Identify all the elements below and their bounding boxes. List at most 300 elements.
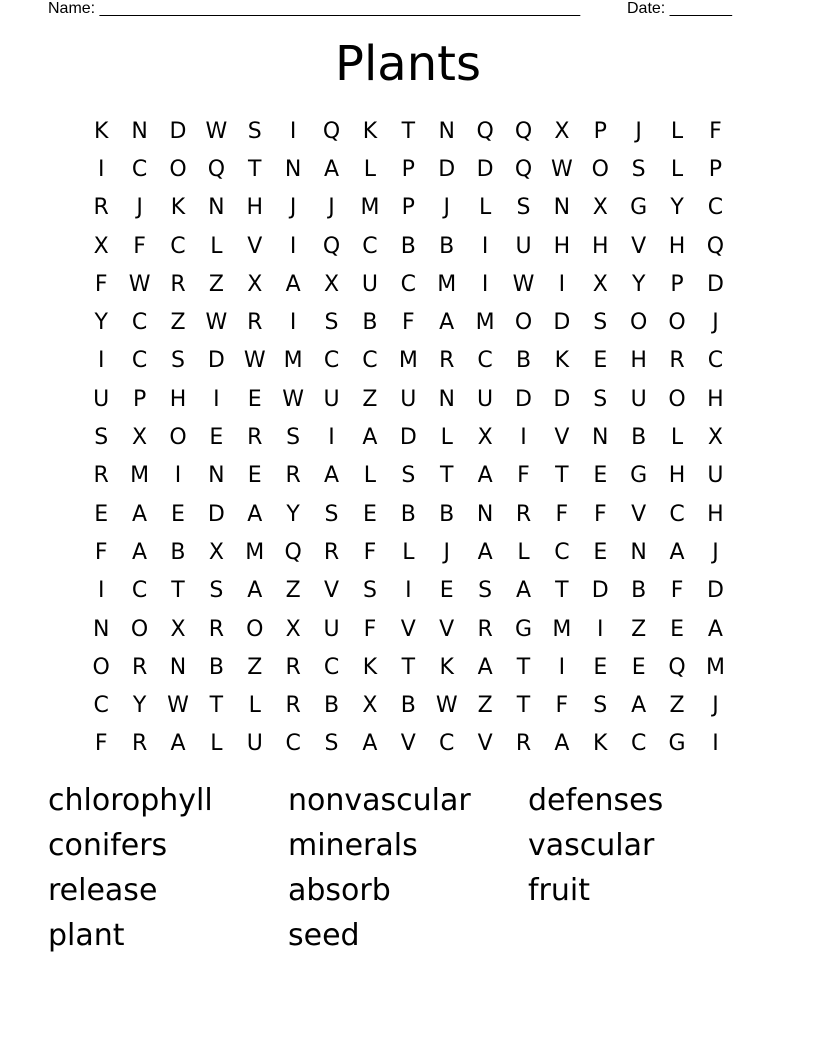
grid-letter: J [712, 693, 719, 719]
grid-letter: E [593, 463, 608, 489]
grid-letter: C [554, 539, 570, 565]
grid-letter: E [593, 348, 608, 374]
grid-letter: O [668, 310, 686, 336]
grid-letter: M [245, 539, 265, 565]
grid-letter: S [593, 386, 608, 412]
grid-letter: I [174, 463, 182, 489]
grid-letter: Q [322, 233, 341, 259]
grid-letter: M [283, 348, 303, 374]
grid-letter: S [324, 501, 339, 527]
grid-letter: L [402, 539, 415, 565]
grid-letter: H [592, 233, 609, 259]
grid-letter: P [401, 195, 415, 221]
grid-letter: O [130, 616, 149, 642]
grid-letter: S [593, 693, 608, 719]
grid-letter: T [439, 463, 454, 489]
grid-letter: D [553, 386, 571, 412]
grid-letter: T [248, 156, 262, 182]
grid-letter: B [170, 539, 186, 565]
grid-letter: S [516, 195, 531, 221]
grid-letter: C [131, 156, 148, 182]
grid-letter: X [592, 195, 608, 221]
grid-letter: V [631, 501, 647, 527]
grid-letter: K [593, 731, 608, 757]
grid-letter: L [363, 156, 377, 182]
grid-letter: O [169, 425, 187, 451]
grid-letter: V [477, 731, 493, 757]
word-list-item: seed [288, 918, 360, 953]
grid-letter: X [208, 539, 224, 565]
grid-letter: B [362, 310, 378, 336]
grid-letter: C [323, 654, 340, 680]
grid-letter: R [323, 539, 340, 565]
grid-letter: B [631, 578, 647, 604]
grid-letter: G [630, 463, 648, 489]
grid-letter: A [362, 731, 378, 757]
grid-letter: A [477, 463, 493, 489]
grid-letter: R [93, 463, 109, 489]
grid-letter: R [669, 348, 685, 374]
grid-letter: G [514, 616, 533, 642]
grid-letter: Z [247, 654, 263, 680]
grid-letter: X [592, 271, 608, 297]
grid-letter: L [363, 463, 377, 489]
grid-letter: X [324, 271, 340, 297]
grid-letter: B [400, 501, 416, 527]
grid-letter: Z [170, 310, 186, 336]
grid-letter: C [400, 271, 416, 297]
grid-letter: C [362, 348, 378, 374]
grid-letter: F [133, 233, 146, 259]
grid-letter: X [362, 693, 378, 719]
grid-letter: N [131, 118, 148, 144]
grid-letter: N [592, 425, 609, 451]
grid-letter: W [128, 271, 151, 297]
grid-letter: D [207, 501, 225, 527]
grid-letter: K [170, 195, 186, 221]
grid-letter: J [136, 195, 143, 221]
word-list-item: plant [48, 918, 125, 953]
grid-letter: I [558, 654, 566, 680]
grid-letter: S [170, 348, 185, 374]
grid-letter: X [477, 425, 493, 451]
grid-letter: E [171, 501, 185, 527]
grid-letter: B [400, 233, 416, 259]
grid-letter: X [132, 425, 148, 451]
grid-letter: I [520, 425, 527, 451]
grid-letter: T [401, 118, 416, 144]
grid-letter: H [668, 463, 686, 489]
grid-letter: F [363, 539, 377, 565]
grid-letter: T [555, 578, 569, 604]
grid-letter: B [515, 348, 532, 374]
grid-letter: H [707, 386, 724, 412]
grid-letter: W [167, 693, 189, 719]
word-list-item: defenses [528, 783, 664, 818]
grid-letter: J [328, 195, 335, 221]
grid-letter: I [289, 118, 297, 144]
grid-letter: O [169, 156, 187, 182]
grid-letter: A [707, 616, 723, 642]
grid-letter: M [360, 195, 380, 221]
grid-letter: U [630, 386, 647, 412]
grid-letter: D [169, 118, 187, 144]
grid-letter: C [362, 233, 378, 259]
grid-letter: K [93, 118, 109, 144]
grid-letter: N [169, 654, 187, 680]
grid-letter: J [289, 195, 297, 221]
grid-letter: A [477, 539, 493, 565]
grid-letter: M [437, 271, 457, 297]
grid-letter: D [399, 425, 417, 451]
word-list [48, 778, 768, 958]
grid-letter: I [213, 386, 220, 412]
grid-letter: U [323, 386, 340, 412]
grid-letter: C [285, 731, 301, 757]
grid-letter: P [593, 118, 607, 144]
grid-letter: R [439, 348, 455, 374]
grid-letter: H [707, 501, 724, 527]
grid-letter: Y [670, 195, 684, 221]
grid-letter: L [210, 731, 223, 757]
grid-letter: B [323, 693, 340, 719]
grid-letter: J [712, 310, 719, 336]
grid-letter: V [247, 233, 263, 259]
grid-letter: R [247, 425, 263, 451]
grid-letter: M [705, 654, 725, 680]
grid-letter: N [438, 386, 455, 412]
grid-letter: A [669, 539, 685, 565]
grid-letter: B [631, 425, 647, 451]
grid-letter: L [670, 425, 684, 451]
grid-letter: L [248, 693, 261, 719]
grid-letter: X [285, 616, 301, 642]
grid-letter: G [668, 731, 686, 757]
grid-letter: V [631, 233, 647, 259]
grid-letter: R [515, 731, 532, 757]
grid-letter: X [554, 118, 570, 144]
grid-letter: L [478, 195, 492, 221]
grid-letter: O [668, 386, 686, 412]
grid-letter: S [401, 463, 416, 489]
grid-letter: I [597, 616, 604, 642]
grid-letter: R [285, 463, 301, 489]
grid-letter: B [208, 654, 224, 680]
grid-letter: N [438, 118, 455, 144]
grid-letter: N [208, 195, 225, 221]
grid-letter: C [170, 233, 186, 259]
grid-letter: A [324, 156, 340, 182]
grid-letter: S [324, 310, 339, 336]
grid-letter: H [668, 233, 686, 259]
grid-letter: M [398, 348, 418, 374]
grid-letter: N [553, 195, 571, 221]
grid-letter: I [97, 348, 105, 374]
grid-letter: Z [285, 578, 301, 604]
grid-letter: U [361, 271, 378, 297]
grid-letter: F [363, 616, 377, 642]
grid-letter: Q [514, 118, 533, 144]
grid-letter: J [712, 539, 719, 565]
grid-letter: C [439, 731, 455, 757]
grid-letter: Q [284, 539, 302, 565]
grid-letter: A [132, 539, 148, 565]
word-list-item: minerals [288, 828, 418, 863]
grid-letter: W [205, 310, 228, 336]
grid-letter: Y [286, 501, 300, 527]
grid-letter: Q [706, 233, 725, 259]
grid-letter: C [630, 731, 647, 757]
grid-letter: E [593, 539, 608, 565]
grid-letter: R [131, 654, 148, 680]
grid-letter: H [246, 195, 264, 221]
grid-letter: V [400, 616, 416, 642]
grid-letter: Y [94, 310, 108, 336]
grid-letter: O [92, 654, 110, 680]
grid-letter: W [435, 693, 458, 719]
grid-letter: I [712, 731, 719, 757]
grid-letter: C [131, 310, 148, 336]
grid-letter: S [94, 425, 109, 451]
grid-letter: X [707, 425, 723, 451]
grid-letter: N [284, 156, 302, 182]
grid-letter: A [247, 578, 263, 604]
grid-letter: B [439, 501, 455, 527]
grid-letter: V [554, 425, 570, 451]
grid-letter: T [516, 654, 531, 680]
grid-letter: H [169, 386, 187, 412]
grid-letter: D [515, 386, 532, 412]
page-title: Plants [335, 36, 481, 92]
grid-letter: A [324, 463, 340, 489]
grid-letter: D [706, 578, 724, 604]
grid-letter: C [93, 693, 109, 719]
grid-letter: N [208, 463, 225, 489]
grid-letter: R [285, 654, 301, 680]
grid-letter: Q [668, 654, 686, 680]
grid-letter: L [517, 539, 530, 565]
grid-letter: P [670, 271, 684, 297]
grid-letter: R [285, 693, 301, 719]
word-list-item: chlorophyll [48, 783, 213, 818]
grid-letter: Z [477, 693, 493, 719]
grid-letter: N [630, 539, 647, 565]
grid-letter: U [93, 386, 110, 412]
grid-letter: W [243, 348, 266, 374]
grid-letter: E [94, 501, 109, 527]
grid-letter: C [707, 195, 724, 221]
grid-letter: C [669, 501, 685, 527]
grid-letter: A [170, 731, 186, 757]
grid-letter: F [670, 578, 684, 604]
grid-letter: U [400, 386, 417, 412]
grid-letter: B [439, 233, 455, 259]
grid-letter: H [553, 233, 571, 259]
word-list-item: fruit [528, 873, 591, 908]
letter-grid [82, 112, 734, 763]
grid-letter: T [401, 654, 416, 680]
grid-letter: K [439, 654, 454, 680]
word-list-item: absorb [288, 873, 391, 908]
grid-letter: R [515, 501, 532, 527]
grid-letter: L [440, 425, 453, 451]
grid-letter: K [362, 654, 378, 680]
grid-letter: E [670, 616, 684, 642]
grid-letter: A [477, 654, 493, 680]
word-list-item: nonvascular [288, 783, 471, 818]
grid-letter: D [476, 156, 494, 182]
grid-letter: R [93, 195, 109, 221]
grid-letter: V [324, 578, 340, 604]
grid-letter: C [707, 348, 724, 374]
grid-letter: B [400, 693, 416, 719]
grid-letter: I [97, 578, 105, 604]
grid-letter: T [555, 463, 569, 489]
grid-letter: Q [476, 118, 494, 144]
grid-letter: M [552, 616, 572, 642]
grid-letter: E [209, 425, 224, 451]
grid-letter: O [591, 156, 609, 182]
grid-letter: T [209, 693, 224, 719]
grid-letter: C [477, 348, 493, 374]
grid-letter: C [131, 578, 148, 604]
grid-letter: U [246, 731, 263, 757]
grid-letter: A [362, 425, 378, 451]
grid-letter: D [207, 348, 225, 374]
grid-letter: Y [631, 271, 646, 297]
grid-letter: D [591, 578, 609, 604]
grid-letter: A [554, 731, 570, 757]
grid-letter: Y [132, 693, 147, 719]
name-field-line: Name: ______________________________________________________ [48, 0, 581, 17]
grid-letter: A [132, 501, 148, 527]
grid-letter: S [247, 118, 262, 144]
grid-letter: S [324, 731, 339, 757]
grid-letter: P [708, 156, 723, 182]
grid-letter: F [94, 731, 108, 757]
grid-letter: I [481, 271, 489, 297]
grid-letter: W [205, 118, 228, 144]
grid-letter: L [210, 233, 223, 259]
grid-letter: S [478, 578, 493, 604]
grid-letter: N [476, 501, 494, 527]
grid-letter: I [97, 156, 105, 182]
grid-letter: Z [631, 616, 647, 642]
grid-letter: T [516, 693, 531, 719]
grid-letter: F [555, 693, 569, 719]
grid-letter: X [170, 616, 186, 642]
grid-letter: O [514, 310, 533, 336]
grid-letter: V [400, 731, 416, 757]
grid-letter: F [517, 463, 530, 489]
grid-letter: U [515, 233, 532, 259]
grid-letter: R [208, 616, 225, 642]
grid-letter: F [94, 271, 108, 297]
grid-letter: U [323, 616, 340, 642]
grid-letter: I [328, 425, 335, 451]
grid-letter: K [554, 348, 570, 374]
grid-letter: F [555, 501, 569, 527]
grid-letter: J [443, 539, 450, 565]
grid-letter: I [289, 233, 297, 259]
grid-letter: V [439, 616, 455, 642]
word-list-item: release [48, 873, 158, 908]
grid-letter: I [289, 310, 297, 336]
grid-letter: Z [669, 693, 685, 719]
grid-letter: S [209, 578, 224, 604]
grid-letter: D [438, 156, 456, 182]
grid-letter: E [631, 654, 646, 680]
date-field-line: Date: _______ [627, 0, 732, 17]
grid-letter: L [670, 118, 684, 144]
grid-letter: W [282, 386, 305, 412]
grid-letter: G [630, 195, 648, 221]
grid-letter: Z [362, 386, 378, 412]
grid-letter: U [477, 386, 494, 412]
grid-letter: F [709, 118, 722, 144]
grid-letter: E [362, 501, 377, 527]
grid-letter: H [630, 348, 647, 374]
grid-letter: R [170, 271, 186, 297]
grid-letter: J [443, 195, 450, 221]
grid-letter: C [131, 348, 148, 374]
grid-letter: A [515, 578, 532, 604]
grid-letter: A [285, 271, 301, 297]
grid-letter: S [286, 425, 301, 451]
grid-letter: A [631, 693, 647, 719]
grid-letter: E [247, 463, 262, 489]
grid-letter: F [593, 501, 607, 527]
grid-letter: X [93, 233, 109, 259]
grid-letter: O [630, 310, 648, 336]
grid-letter: S [631, 156, 646, 182]
grid-letter: P [401, 156, 415, 182]
grid-letter: O [246, 616, 264, 642]
grid-letter: K [362, 118, 378, 144]
grid-letter: E [247, 386, 262, 412]
grid-letter: M [130, 463, 150, 489]
grid-letter: Q [322, 118, 341, 144]
grid-letter: C [323, 348, 340, 374]
grid-letter: X [247, 271, 263, 297]
grid-letter: L [670, 156, 684, 182]
grid-letter: A [247, 501, 263, 527]
grid-letter: S [593, 310, 608, 336]
grid-letter: E [593, 654, 608, 680]
grid-letter: F [94, 539, 108, 565]
grid-letter: S [362, 578, 377, 604]
grid-letter: M [475, 310, 495, 336]
grid-letter: W [512, 271, 535, 297]
grid-letter: J [635, 118, 642, 144]
word-list-item: conifers [48, 828, 168, 863]
grid-letter: R [131, 731, 148, 757]
grid-letter: R [477, 616, 493, 642]
grid-letter: Z [208, 271, 224, 297]
grid-letter: Q [514, 156, 533, 182]
grid-letter: D [553, 310, 571, 336]
grid-letter: T [171, 578, 185, 604]
grid-letter: Q [207, 156, 226, 182]
grid-letter: A [439, 310, 455, 336]
grid-letter: R [247, 310, 263, 336]
grid-letter: I [481, 233, 489, 259]
grid-letter: U [707, 463, 724, 489]
grid-letter: P [132, 386, 147, 412]
grid-letter: F [401, 310, 415, 336]
grid-letter: E [439, 578, 454, 604]
word-list-item: vascular [528, 828, 655, 863]
